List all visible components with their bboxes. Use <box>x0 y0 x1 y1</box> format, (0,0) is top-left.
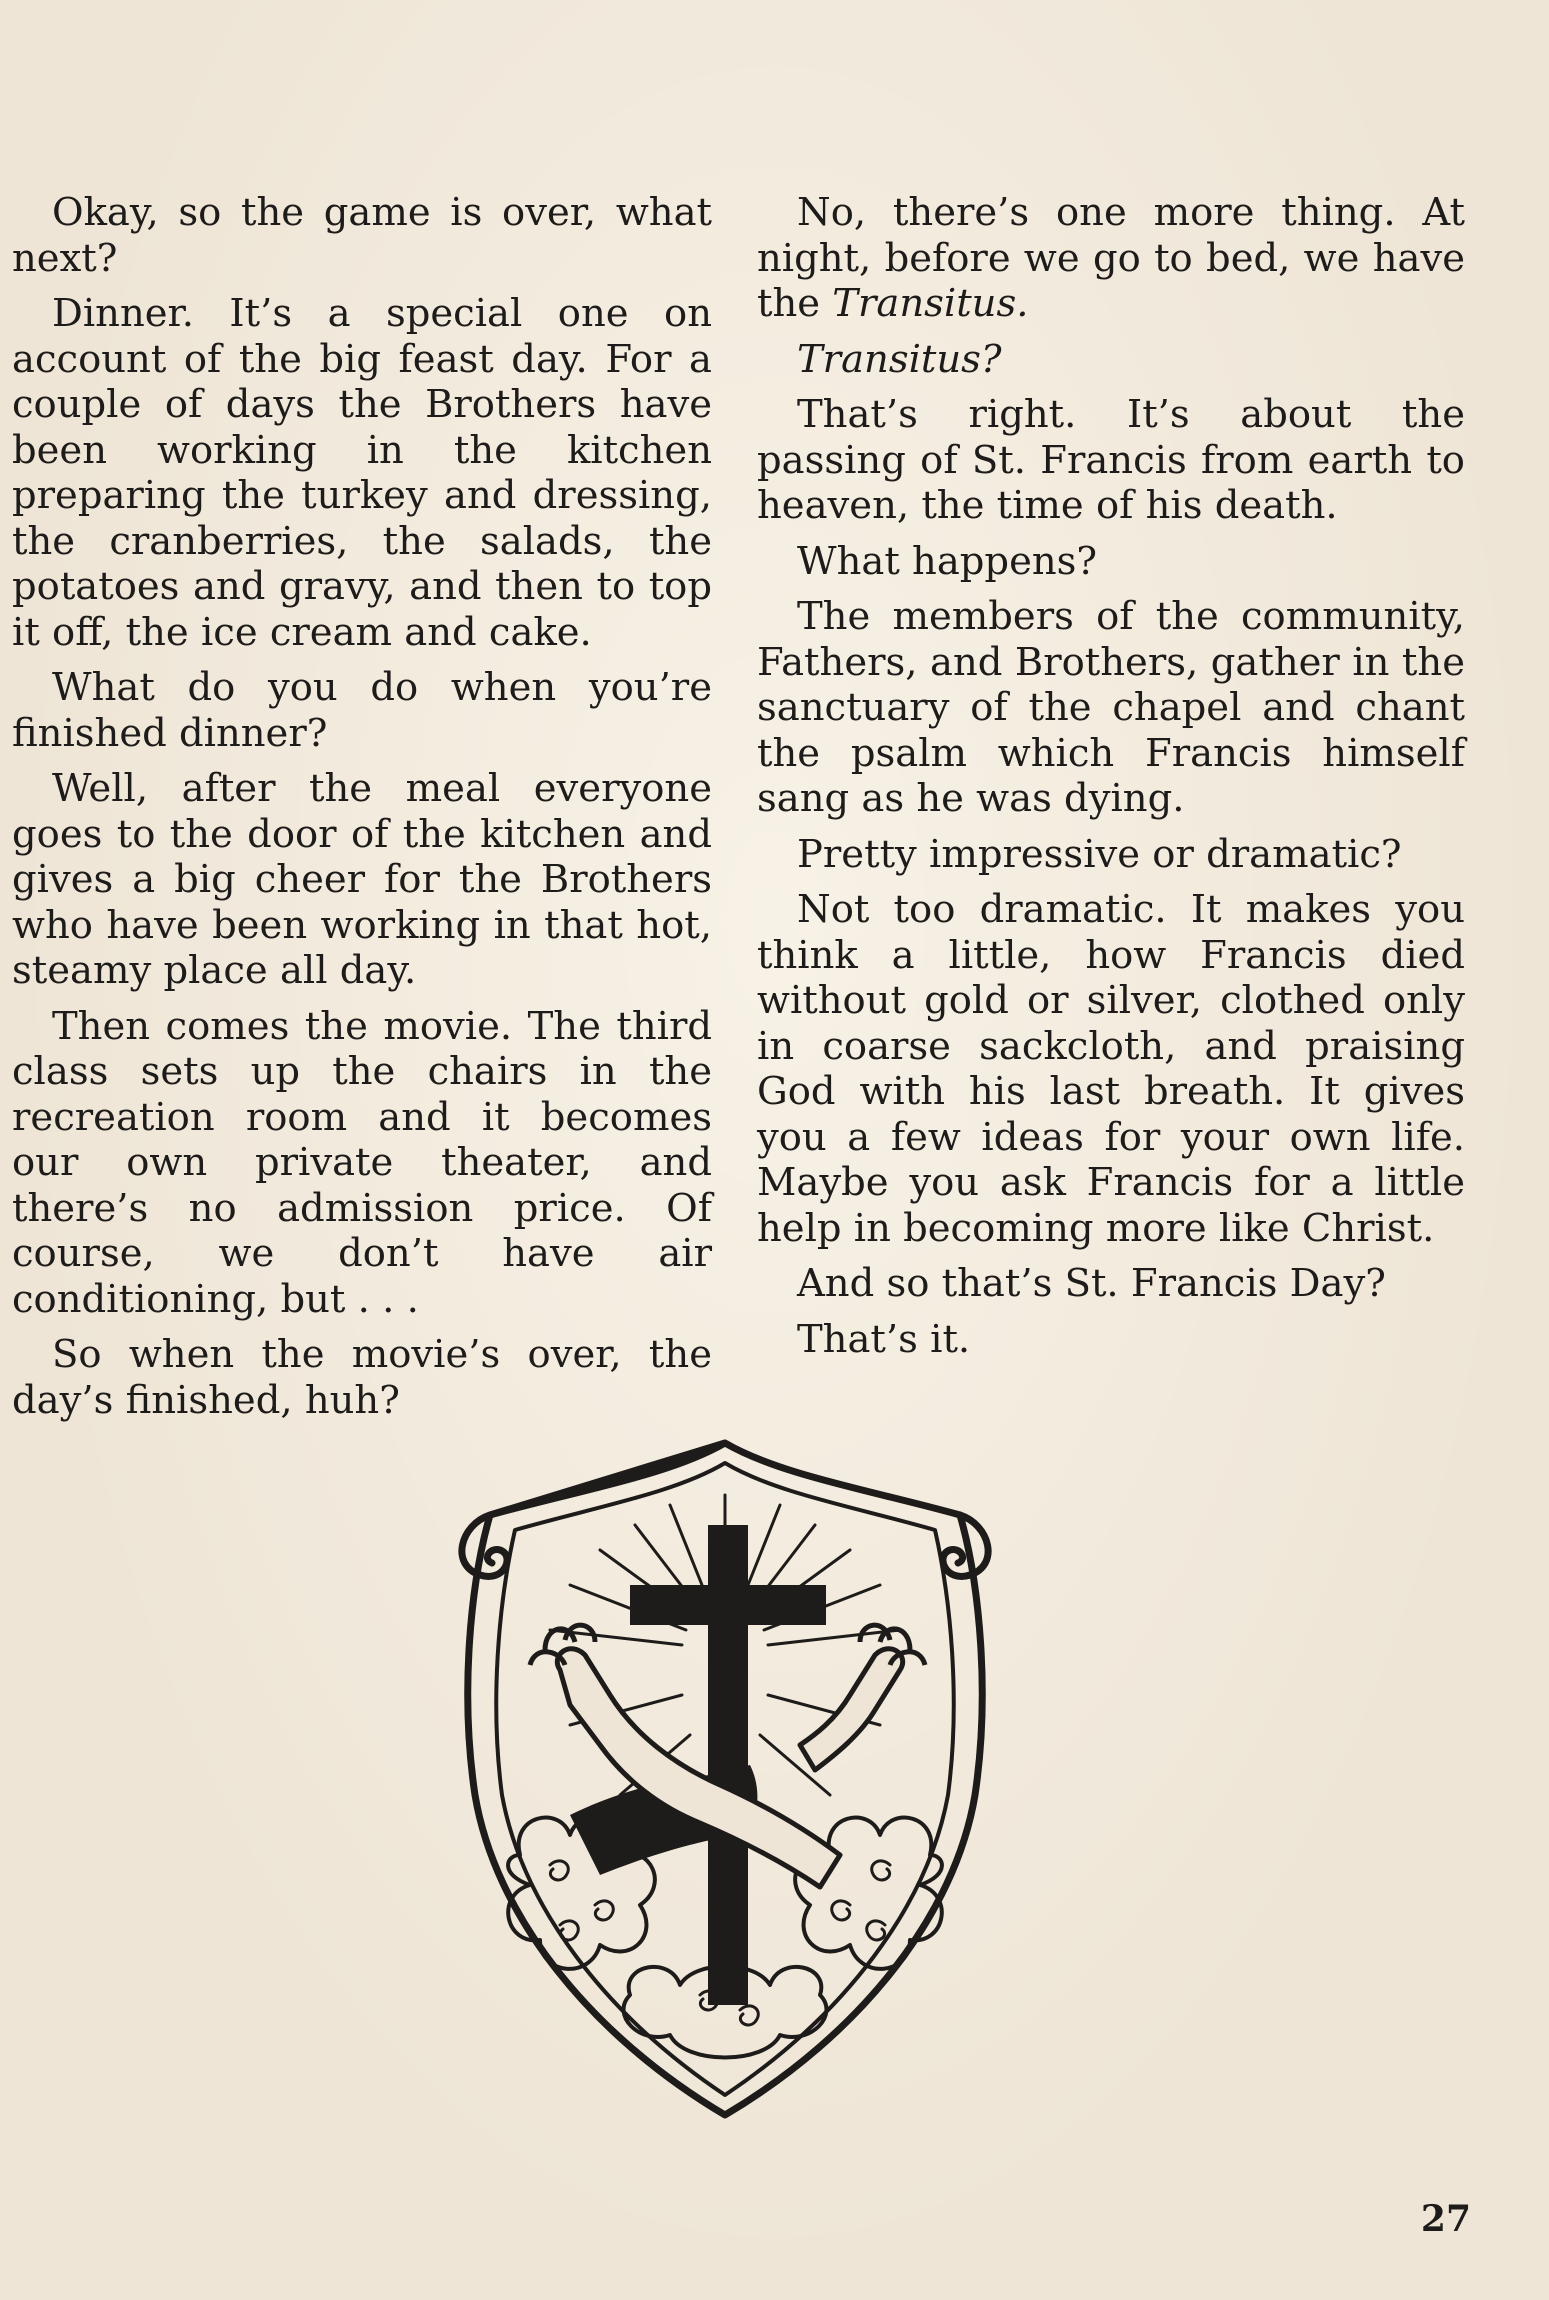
page-number: 27 <box>1420 2198 1471 2240</box>
paragraph: What happens? <box>797 538 1098 584</box>
paragraph: Well, after the meal everyone goes to the door of the kitchen and gives a big cheer for the Brothers who have been working in that hot, steamy place all day. <box>12 766 712 993</box>
left-column <box>12 190 712 1433</box>
italic-term: Transitus? <box>797 336 1002 382</box>
paragraph: Okay, so the game is over, what next? <box>12 190 712 281</box>
italic-term: Transitus. <box>832 281 1029 326</box>
paragraph: So when the movie’s over, the day’s finished, huh? <box>12 1332 712 1423</box>
paragraph: That’s right. It’s about the passing of St. Francis from earth to heaven, the time of his death. <box>757 392 1465 528</box>
paragraph <box>757 190 1465 327</box>
paragraph: Dinner. It’s a special one on account of the big feast day. For a couple of days the Brothers have been working in the kitchen preparing the turkey and dressing, the cranberries, the salads, the potatoes and gravy, and then to top it off, the ice cream and cake. <box>12 291 712 655</box>
paragraph: That’s it. <box>797 1316 971 1362</box>
paragraph: Not too dramatic. It makes you think a little, how Francis died without gold or silver, clothed only in coarse sackcloth, and praising God with his last breath. It gives you a few ideas for your own life. Maybe you ask Francis for a little help in becoming more like Christ. <box>757 887 1465 1251</box>
paragraph: The members of the community, Fathers, and Brothers, gather in the sanctuary of the chapel and chant the psalm which Francis himself sang as he was dying. <box>757 594 1465 821</box>
paragraph: What do you do when you’re finished dinner? <box>12 665 712 756</box>
right-column <box>757 190 1465 1372</box>
paragraph-text: No, there’s one more thing. At night, before we go to bed, we have the <box>757 190 1465 326</box>
franciscan-coat-of-arms-icon <box>420 1435 1030 2125</box>
paragraph: Then comes the movie. The third class sets up the chairs in the recreation room and it becomes our own private theater, and there’s no admission price. Of course, we don’t have air conditioning, but . . . <box>12 1003 712 1322</box>
paragraph: Pretty impressive or dramatic? <box>797 831 1402 877</box>
paragraph <box>757 337 1465 383</box>
paragraph: And so that’s St. Francis Day? <box>797 1261 1386 1306</box>
